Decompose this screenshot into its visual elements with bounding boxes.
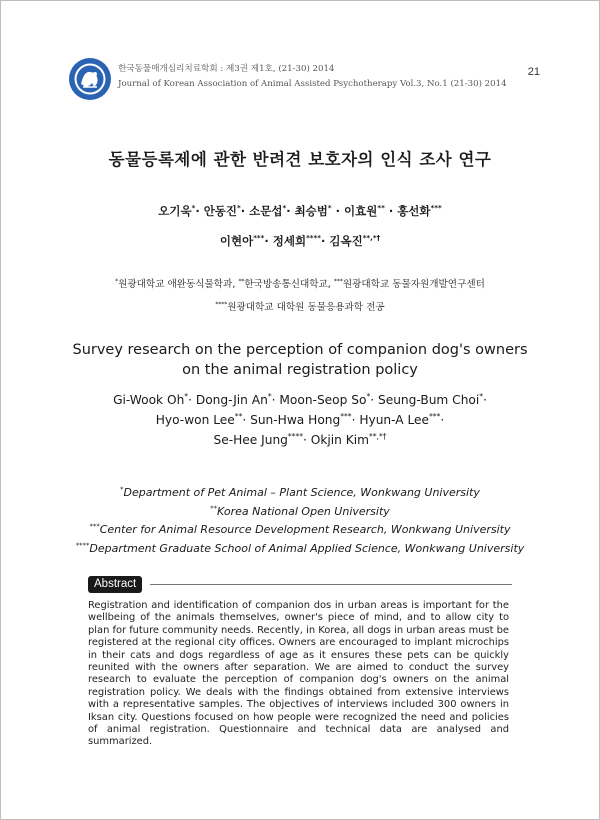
journal-name-korean: 한국동물매개심리치료학회 : 제3권 제1호, (21-30) 2014 xyxy=(118,64,335,74)
author-mark: *** xyxy=(430,203,442,213)
abstract-label: Abstract xyxy=(88,576,142,593)
affiliations-korean-line2 xyxy=(0,299,600,313)
affiliation-mark: **** xyxy=(75,541,90,550)
affiliation-mark: * xyxy=(120,485,124,494)
authors-korean-line2: 이현아***· 정세희****· 김옥진**,*† xyxy=(219,233,381,248)
affiliation-mark: *** xyxy=(89,522,100,531)
affiliation-mark: *** xyxy=(333,277,343,285)
author-mark: *** xyxy=(429,411,441,421)
authors-english-line1: Gi-Wook Oh*· Dong-Jin An*· Moon-Seop So*· Seung-Bum Choi*· xyxy=(113,391,487,407)
author-mark: **,*† xyxy=(369,431,387,441)
authors-korean-line1: 오기욱*· 안동진*· 소문섭*· 최승범* · 이효원** · 홍선화*** xyxy=(158,203,442,218)
author-name: 최승범 xyxy=(294,204,328,218)
affiliation-text: Korea National Open University xyxy=(217,505,390,518)
affiliation-text: Department of Pet Animal – Plant Science, Wonkwang University xyxy=(123,486,480,499)
author-mark: * xyxy=(327,203,332,213)
author-name: 김옥진 xyxy=(329,234,363,248)
affiliation-text: Center for Animal Resource Development Research, Wonkwang University xyxy=(99,523,511,536)
author-name: Hyo-won Lee xyxy=(155,413,235,427)
affiliation-mark: ** xyxy=(210,504,218,513)
author-mark: *** xyxy=(253,233,265,243)
author-mark: * xyxy=(479,391,484,401)
affiliation-english-4 xyxy=(0,542,600,555)
journal-logo-icon xyxy=(68,57,112,101)
author-mark: *** xyxy=(340,411,352,421)
affiliation-text: 원광대학교 대학원 동물응용과학 전공 xyxy=(227,302,385,313)
affiliations-korean-line1 xyxy=(0,276,600,290)
author-mark: * xyxy=(267,391,272,401)
author-mark: **** xyxy=(287,431,303,441)
author-mark: * xyxy=(366,391,371,401)
affiliation-text: 한국방송통신대학교, xyxy=(244,279,331,290)
author-name: 이효원 xyxy=(344,204,378,218)
author-mark: * xyxy=(184,391,189,401)
author-name: 정세희 xyxy=(272,234,307,248)
author-name: Se-Hee Jung xyxy=(213,433,288,447)
author-name: Dong-Jin An xyxy=(195,393,268,407)
author-mark: ** xyxy=(377,203,385,213)
affiliation-english-1 xyxy=(0,486,600,499)
paper-title-korean: 동물등록제에 관한 반려견 보호자의 인식 조사 연구 xyxy=(108,150,492,169)
affiliation-text: 원광대학교 애완동식물학과, xyxy=(118,279,236,290)
affiliation-english-3 xyxy=(0,523,600,536)
author-name: Okjin Kim xyxy=(310,433,370,447)
author-mark: **** xyxy=(306,233,321,243)
journal-name-english: Journal of Korean Association of Animal Assisted Psychotherapy Vol.3, No.1 (21-30) 2014 xyxy=(118,79,507,89)
author-name: Sun-Hwa Hong xyxy=(250,413,341,427)
affiliation-mark: * xyxy=(115,277,119,285)
author-name: Gi-Wook Oh xyxy=(113,393,185,407)
author-name: Moon-Seop So xyxy=(279,393,367,407)
affiliation-english-2 xyxy=(0,505,600,518)
affiliation-mark: ** xyxy=(238,277,245,285)
affiliation-text: 원광대학교 동물자원개발연구센터 xyxy=(342,279,485,290)
author-name: Hyun-A Lee xyxy=(359,413,430,427)
author-mark: ** xyxy=(234,411,243,421)
paper-title-english-line1: Survey research on the perception of companion dog's owners xyxy=(72,342,528,358)
abstract-divider xyxy=(150,584,512,585)
author-mark: * xyxy=(237,203,241,213)
authors-english-line3: Se-Hee Jung****· Okjin Kim**,*† xyxy=(213,431,387,447)
author-mark: **,*† xyxy=(362,233,381,243)
abstract-text: Registration and identification of companion dos in urban areas is important for the wellbeing of the animals themselves, owner's piece of mind, and to allow city to plan for future community needs. Recently, in Korea, all dogs in urban areas must be registered at the regional city offices. Owners are encouraged to implant microchips in their cats and dogs regardless of age as it ensures these pets can be quickly reunited with the owners after separation. We are aimed to conduct the survey research to evaluate the perception of companion dog's owners on the animal registration policy. We deals with the findings obtained from extensive interviews with a representative samples. The objectives of interviews included 300 owners in Iksan city. Questions focused on how people were recognized the need and policies of animal registration. Questionnaire and technical data are analysed and summarized. xyxy=(88,600,509,748)
affiliation-text: Department Graduate School of Animal Applied Science, Wonkwang University xyxy=(89,542,525,555)
author-name: 홍선화 xyxy=(397,204,431,218)
page-number: 21 xyxy=(527,66,540,78)
author-mark: * xyxy=(282,203,287,213)
affiliation-mark: **** xyxy=(215,300,228,308)
author-name: 안동진 xyxy=(203,204,238,218)
author-name: 오기욱 xyxy=(158,204,192,218)
paper-title-english-line2: on the animal registration policy xyxy=(182,362,418,378)
author-name: Seung-Bum Choi xyxy=(377,393,480,407)
author-name: 소문섭 xyxy=(249,204,283,218)
author-name: 이현아 xyxy=(219,234,254,248)
authors-english-line2: Hyo-won Lee**· Sun-Hwa Hong***· Hyun-A Lee***· xyxy=(155,411,445,427)
author-mark: * xyxy=(191,203,196,213)
